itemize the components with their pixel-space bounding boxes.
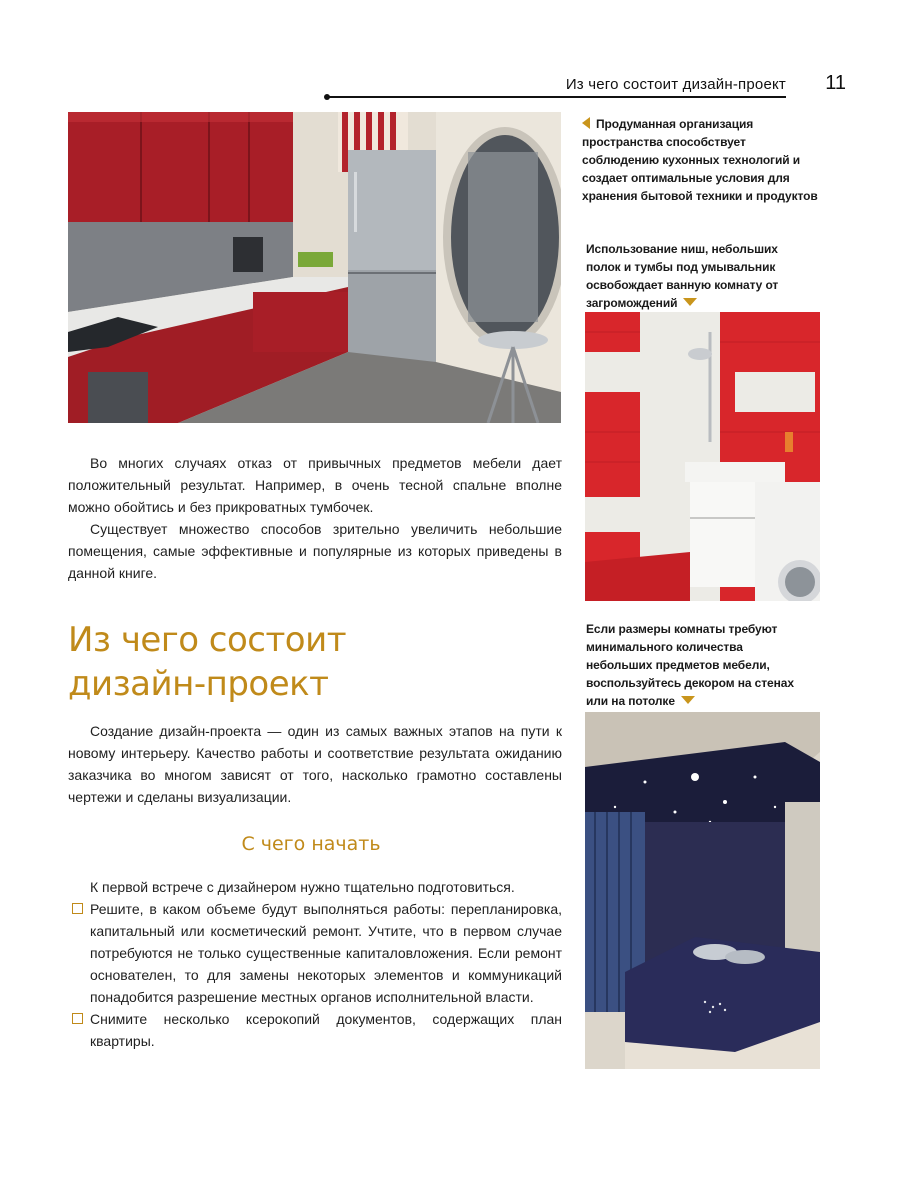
caption-bedroom: Если размеры комнаты требуют минимального количества небольших предметов мебели, воспользуйтесь декором на стенах или на потолке [586, 622, 794, 708]
kitchen-photo [68, 112, 561, 423]
caption-kitchen: Продуманная организация пространства способствует соблюдению кухонных технологий и создает оптимальные условия для хранения бытовой техники и продуктов [582, 117, 818, 203]
subsection-text [68, 876, 562, 1052]
section-title [68, 618, 346, 706]
header-title: Из чего состоит дизайн-проект [565, 76, 786, 93]
subsection-title: С чего начать [241, 833, 381, 855]
section-title-line-1: Из чего состоит [68, 620, 346, 660]
header-rule [326, 96, 786, 98]
bathroom-photo [585, 312, 820, 601]
caption-pointer-down-icon [681, 696, 695, 704]
caption-bathroom: Использование ниш, небольших полок и тумбы под умывальник освобождает ванную комнату от загромождений [586, 242, 779, 310]
bullet-item: Снимите несколько ксерокопий документов, содержащих план квартиры. [68, 1008, 562, 1052]
caption-pointer-down-icon [683, 298, 697, 306]
intro-text [68, 452, 562, 584]
section-text [68, 720, 562, 808]
checkbox-bullet-icon [72, 1013, 83, 1024]
page-number: 11 [825, 72, 846, 94]
subsection-lead: К первой встрече с дизайнером нужно тщательно подготовиться. [90, 879, 515, 895]
section-paragraph-1: Создание дизайн-проекта — один из самых важных этапов на пути к новому интерьеру. Качество работы и соответствие результата ожиданию заказчика во многом зависят от того, насколько грамотно составлены чертежи и сделаны визуализации. [68, 723, 562, 805]
caption-pointer-left-icon [582, 117, 590, 129]
checkbox-bullet-icon [72, 903, 83, 914]
section-title-line-2: дизайн-проект [68, 664, 329, 704]
bullet-item: Решите, в каком объеме будут выполняться работы: перепланировка, капитальный или косметический ремонт. Учтите, что в первом случае потребуются не только существенные капиталовложения. Если ремонт основателен, то для замены некоторых элементов и коммуникаций понадобится разрешение местных органов исполнительной власти. [68, 898, 562, 1008]
intro-paragraph-2: Существует множество способов зрительно увеличить небольшие помещения, самые эффективные и популярные из которых приведены в данной книге. [68, 521, 562, 581]
intro-paragraph-1: Во многих случаях отказ от привычных предметов мебели дает положительный результат. Например, в очень тесной спальне вполне можно обойтись и без прикроватных тумбочек. [68, 455, 562, 515]
header-rule-dot [324, 94, 330, 100]
bedroom-photo [585, 712, 820, 1069]
running-header [326, 70, 846, 100]
